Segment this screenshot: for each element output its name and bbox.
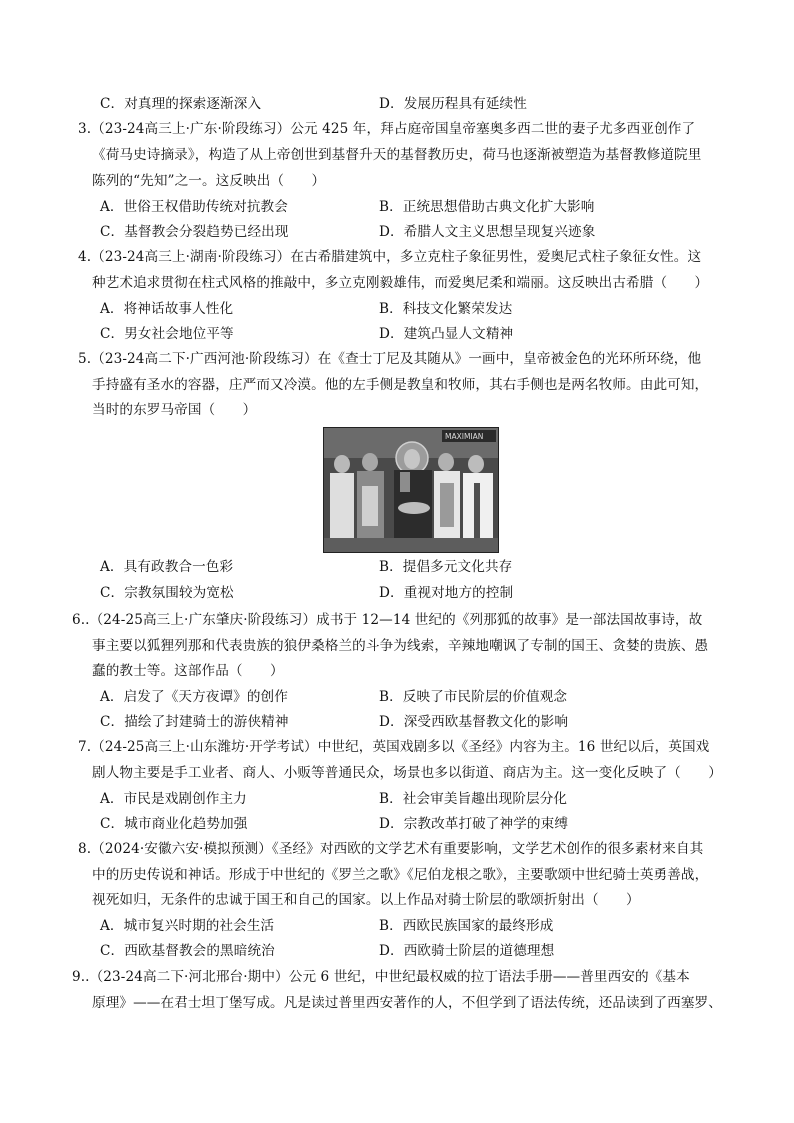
q6-stem-line-3: 蠢的教士等。这部作品（ ） <box>92 663 284 679</box>
q9-stem-line-2: 原理》——在君士坦丁堡写成。凡是读过普里西安著作的人，不但学到了语法传统，还品读到了西塞罗、 <box>92 995 722 1011</box>
q7-option-d: D．宗教改革打破了神学的束缚 <box>379 816 569 832</box>
q4-option-d: D．建筑凸显人文精神 <box>379 326 514 342</box>
q8-option-c: C．西欧基督教会的黑暗统治 <box>100 943 275 959</box>
q7-option-c: C．城市商业化趋势加强 <box>100 816 248 832</box>
q4-stem-line-1: 4.（23-24高三上·湖南·阶段练习）在古希腊建筑中，多立克柱子象征男性，爱奥尼式柱子象征女性。这 <box>78 249 702 265</box>
q8-option-b: B．西欧民族国家的最终形成 <box>379 918 554 934</box>
q3-stem-line-3: 陈列的“先知”之一。这反映出（ ） <box>92 173 326 189</box>
q5-option-c: C．宗教氛围较为宽松 <box>100 585 234 601</box>
q6-stem-line-2: 事主要以狐狸列那和代表贵族的狼伊桑格兰的斗争为线索，辛辣地嘲讽了专制的国王、贪婪的贵族、愚 <box>92 638 709 654</box>
q5-stem-line-1: 5.（23-24高二下·广西河池·阶段练习）在《查士丁尼及其随从》一画中，皇帝被金色的光环所环绕，他 <box>78 351 702 367</box>
q6-option-a: A．启发了《天方夜谭》的创作 <box>100 689 288 705</box>
q6-option-b: B．反映了市民阶层的价值观念 <box>379 689 568 705</box>
q5-option-a: A．具有政教合一色彩 <box>100 559 234 575</box>
q3-option-b: B．正统思想借助古典文化扩大影响 <box>379 199 595 215</box>
q8-option-d: D．西欧骑士阶层的道德理想 <box>379 943 555 959</box>
q6-option-c: C．描绘了封建骑士的游侠精神 <box>100 714 289 730</box>
q3-stem-line-1: 3.（23-24高三上·广东·阶段练习）公元 425 年，拜占庭帝国皇帝塞奥多西二世的妻子尤多西亚创作了 <box>78 121 696 137</box>
q6-stem-line-1: 6..（24-25高三上·广东肇庆·阶段练习）成书于 12—14 世纪的《列那狐的故事》是一部法国故事诗，故 <box>72 612 703 628</box>
q7-stem-line-1: 7.（24-25高三上·山东潍坊·开学考试）中世纪，英国戏剧多以《圣经》内容为主。16 世纪以后，英国戏 <box>78 739 710 755</box>
q7-stem-line-2: 剧人物主要是手工业者、商人、小贩等普通民众，场景也多以街道、商店为主。这一变化反映了（ ） <box>92 765 722 781</box>
q4-stem-line-2: 种艺术追求贯彻在柱式风格的推敲中，多立克刚毅雄伟，而爱奥尼柔和端丽。这反映出古希腊（ ） <box>92 275 709 291</box>
q5-stem-line-3: 当时的东罗马帝国（ ） <box>92 402 257 418</box>
q5-option-b: B．提倡多元文化共存 <box>379 559 513 575</box>
q3-stem-line-2: 《荷马史诗摘录》，构造了从上帝创世到基督升天的基督教历史，荷马也逐渐被塑造为基督教修道院里 <box>92 147 702 163</box>
q8-stem-line-3: 视死如归，无条件的忠诚于国王和自己的国家。以上作品对骑士阶层的歌颂折射出（ ） <box>92 892 640 908</box>
q2-option-d: D．发展历程具有延续性 <box>379 96 527 112</box>
q7-option-b: B．社会审美旨趣出现阶层分化 <box>379 791 568 807</box>
q2-option-c: C．对真理的探索逐渐深入 <box>100 96 262 112</box>
q4-option-c: C．男女社会地位平等 <box>100 326 234 342</box>
q8-stem-line-1: 8.（2024·安徽六安·模拟预测）《圣经》对西欧的文学艺术有重要影响，文学艺术创作的很多素材来自其 <box>78 841 704 857</box>
q7-option-a: A．市民是戏剧创作主力 <box>100 791 247 807</box>
q6-option-d: D．深受西欧基督教文化的影响 <box>379 714 569 730</box>
q4-option-a: A．将神话故事人性化 <box>100 301 234 317</box>
q3-option-d: D．希腊人文主义思想呈现复兴迹象 <box>379 224 596 240</box>
q9-stem-line-1: 9..（23-24高二下·河北邢台·期中）公元 6 世纪，中世纪最权威的拉丁语法手册——普里西安的《基本 <box>72 969 690 985</box>
q8-option-a: A．城市复兴时期的社会生活 <box>100 918 275 934</box>
mosaic-caption: MAXIMIAN <box>445 432 484 441</box>
q3-option-c: C．基督教会分裂趋势已经出现 <box>100 224 289 240</box>
q5-stem-line-2: 手持盛有圣水的容器，庄严而又冷漠。他的左手侧是教皇和牧师，其右手侧也是两名牧师。由此可知， <box>92 377 709 393</box>
justinian-mosaic-image <box>323 427 499 553</box>
q8-stem-line-2: 中的历史传说和神话。形成于中世纪的《罗兰之歌》《尼伯龙根之歌》，主要歌颂中世纪骑士英勇善战， <box>92 867 709 883</box>
q4-option-b: B．科技文化繁荣发达 <box>379 301 513 317</box>
q3-option-a: A．世俗王权借助传统对抗教会 <box>100 199 288 215</box>
q5-option-d: D．重视对地方的控制 <box>379 585 514 601</box>
